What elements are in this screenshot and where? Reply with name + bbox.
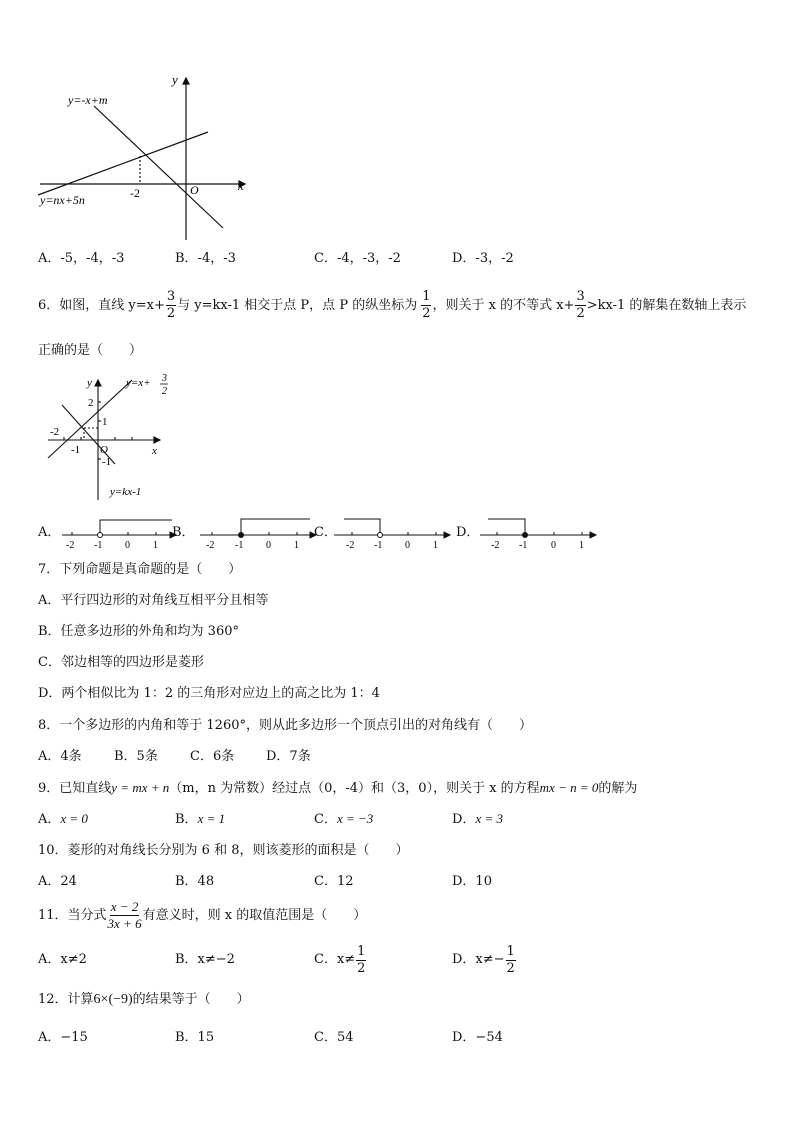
svg-text:1: 1 xyxy=(433,540,438,551)
q5-option-d: D．-3，-2 xyxy=(452,251,514,266)
q10-option-c: C．12 xyxy=(314,874,354,889)
q7-option-b: B．任意多边形的外角和均为 360° xyxy=(38,624,239,639)
line1-frac-num: 3 xyxy=(162,373,167,384)
q6-stem xyxy=(38,290,746,321)
svg-text:-1: -1 xyxy=(519,540,528,551)
line2-label: y=nx+5n xyxy=(40,193,85,207)
q9-equation: mx − n = 0 xyxy=(539,780,599,795)
q10-stem: 10．菱形的对角线长分别为 6 和 8，则该菱形的面积是（ ） xyxy=(38,843,409,858)
q11-stem xyxy=(38,900,366,931)
q6-option-b-numberline xyxy=(198,514,320,552)
tick-x-neg2: -2 xyxy=(50,426,60,438)
q6-mid1: 与 y=kx-1 相交于点 P，点 P 的纵坐标为 xyxy=(177,297,418,313)
q8-option-c: C．6条 xyxy=(190,749,235,764)
q8-option-b: B．5条 xyxy=(114,749,158,764)
q8-option-a: A．4条 xyxy=(38,749,82,764)
q9-option-c: C．x = −3 xyxy=(314,811,374,827)
q12-suffix: 的结果等于（ ） xyxy=(132,992,250,1007)
q11-suffix: 有意义时，则 x 的取值范围是（ ） xyxy=(142,907,367,923)
q12-option-a: A．−15 xyxy=(38,1030,88,1045)
line1-label: y=x+ xyxy=(126,377,151,389)
q6-mid2: ，则关于 x 的不等式 x+ xyxy=(432,297,575,313)
q7-option-d: D．两个相似比为 1：2 的三角形对应边上的高之比为 1：4 xyxy=(38,686,380,701)
q12-option-b: B．15 xyxy=(175,1030,215,1045)
y-label: y xyxy=(87,377,92,389)
q10-option-a: A．24 xyxy=(38,874,77,889)
q8-stem: 8．一个多边形的内角和等于 1260°，则从此多边形一个顶点引出的对角线有（ ） xyxy=(38,718,532,733)
q12-expression: 6×(−9) xyxy=(93,992,133,1007)
q11-option-d: D．x≠− $\frac{1}{2}$ xyxy=(452,943,515,976)
q11-option-a: A．x≠2 xyxy=(38,952,87,967)
line2-label: y=kx-1 xyxy=(110,486,142,498)
origin-label: O xyxy=(100,444,108,456)
q9-suffix: 的解为 xyxy=(598,781,638,796)
q6-fraction-1-2: $\frac{1}{2}$ xyxy=(422,289,431,321)
svg-text:-2: -2 xyxy=(491,540,500,551)
tick-x-neg1: -1 xyxy=(71,444,81,456)
q6-option-c-numberline xyxy=(332,514,454,552)
x-label: x xyxy=(152,445,157,457)
q6-fraction-3-2: $\frac{3}{2}$ xyxy=(166,289,176,321)
svg-text:1: 1 xyxy=(294,540,299,551)
q9-prefix: 9．已知直线 xyxy=(38,781,112,796)
q10-option-b: B．48 xyxy=(175,874,215,889)
q9-formula: y = mx + n xyxy=(111,780,170,795)
line1-frac-den: 2 xyxy=(162,386,167,397)
q9-option-d: D．x = 3 xyxy=(452,811,503,827)
q9-middle: （m，n 为常数）经过点（0，-4）和（3，0），则关于 x 的方程 xyxy=(169,781,540,796)
svg-text:-1: -1 xyxy=(374,540,383,551)
y-axis-arrow xyxy=(183,78,189,84)
q11-option-c: C．x≠ $\frac{1}{2}$ xyxy=(314,943,366,976)
graph-q6-lines xyxy=(40,372,180,502)
q12-prefix: 12．计算 xyxy=(38,992,94,1007)
q5-option-c: C．-4，-3，-2 xyxy=(314,251,401,266)
q5-option-b: B．-4，-3 xyxy=(175,251,236,266)
svg-text:-1: -1 xyxy=(235,540,244,551)
q9-option-b: B．x = 1 xyxy=(175,811,226,827)
q8-option-d: D．7条 xyxy=(266,749,311,764)
tick-y-1: 1 xyxy=(102,416,108,428)
q9-stem xyxy=(38,779,637,798)
q6-prefix: 6．如图，直线 y=x+ xyxy=(38,297,165,313)
q6-option-d-letter: D． xyxy=(456,525,480,540)
q11-prefix: 11．当分式 xyxy=(38,907,107,923)
tick-y-neg1: -1 xyxy=(102,456,112,468)
q12-option-c: C．54 xyxy=(314,1030,354,1045)
q5-option-a: A．-5，-4，-3 xyxy=(38,251,125,266)
q6-option-b-letter: B． xyxy=(172,525,195,540)
q12-option-d: D．−54 xyxy=(452,1030,503,1045)
svg-text:0: 0 xyxy=(266,540,271,551)
svg-text:0: 0 xyxy=(125,540,130,551)
q6-option-c-letter: C． xyxy=(314,525,337,540)
x-label: x xyxy=(238,178,244,193)
q6-mid3: >kx-1 的解集在数轴上表示 xyxy=(586,297,747,313)
q12-stem xyxy=(38,991,250,1009)
q6-stem-line2: 正确的是（ ） xyxy=(38,343,143,358)
q6-option-a-numberline xyxy=(60,514,178,552)
svg-text:0: 0 xyxy=(405,540,410,551)
q9-option-a: A．x = 0 xyxy=(38,811,88,827)
svg-text:-2: -2 xyxy=(66,540,75,551)
svg-text:0: 0 xyxy=(551,540,556,551)
q11-fraction: $\frac{x - 2}{3x + 6}$ xyxy=(107,899,142,931)
origin-label: O xyxy=(190,183,199,197)
q6-option-d-numberline xyxy=(478,514,600,552)
q11-option-b: B．x≠−2 xyxy=(175,952,235,967)
line-x-plus-3-2 xyxy=(48,380,132,458)
line1-label: y=-x+m xyxy=(68,93,108,107)
q10-option-d: D．10 xyxy=(452,874,492,889)
y-label: y xyxy=(172,72,178,87)
svg-text:-1: -1 xyxy=(94,540,103,551)
tick-y-2: 2 xyxy=(88,397,94,409)
q6-fraction-3-2-b: $\frac{3}{2}$ xyxy=(576,289,585,321)
svg-text:1: 1 xyxy=(153,540,158,551)
line-nx-plus-5n xyxy=(38,132,208,195)
tick-label: -2 xyxy=(130,186,140,200)
svg-text:-2: -2 xyxy=(346,540,355,551)
svg-text:-2: -2 xyxy=(206,540,215,551)
q7-stem: 7．下列命题是真命题的是（ ） xyxy=(38,562,242,577)
q6-option-a-letter: A． xyxy=(38,525,61,540)
q7-option-a: A．平行四边形的对角线互相平分且相等 xyxy=(38,593,269,608)
svg-text:1: 1 xyxy=(579,540,584,551)
graph-lines-intersection xyxy=(30,70,260,245)
q7-option-c: C．邻边相等的四边形是菱形 xyxy=(38,655,204,670)
